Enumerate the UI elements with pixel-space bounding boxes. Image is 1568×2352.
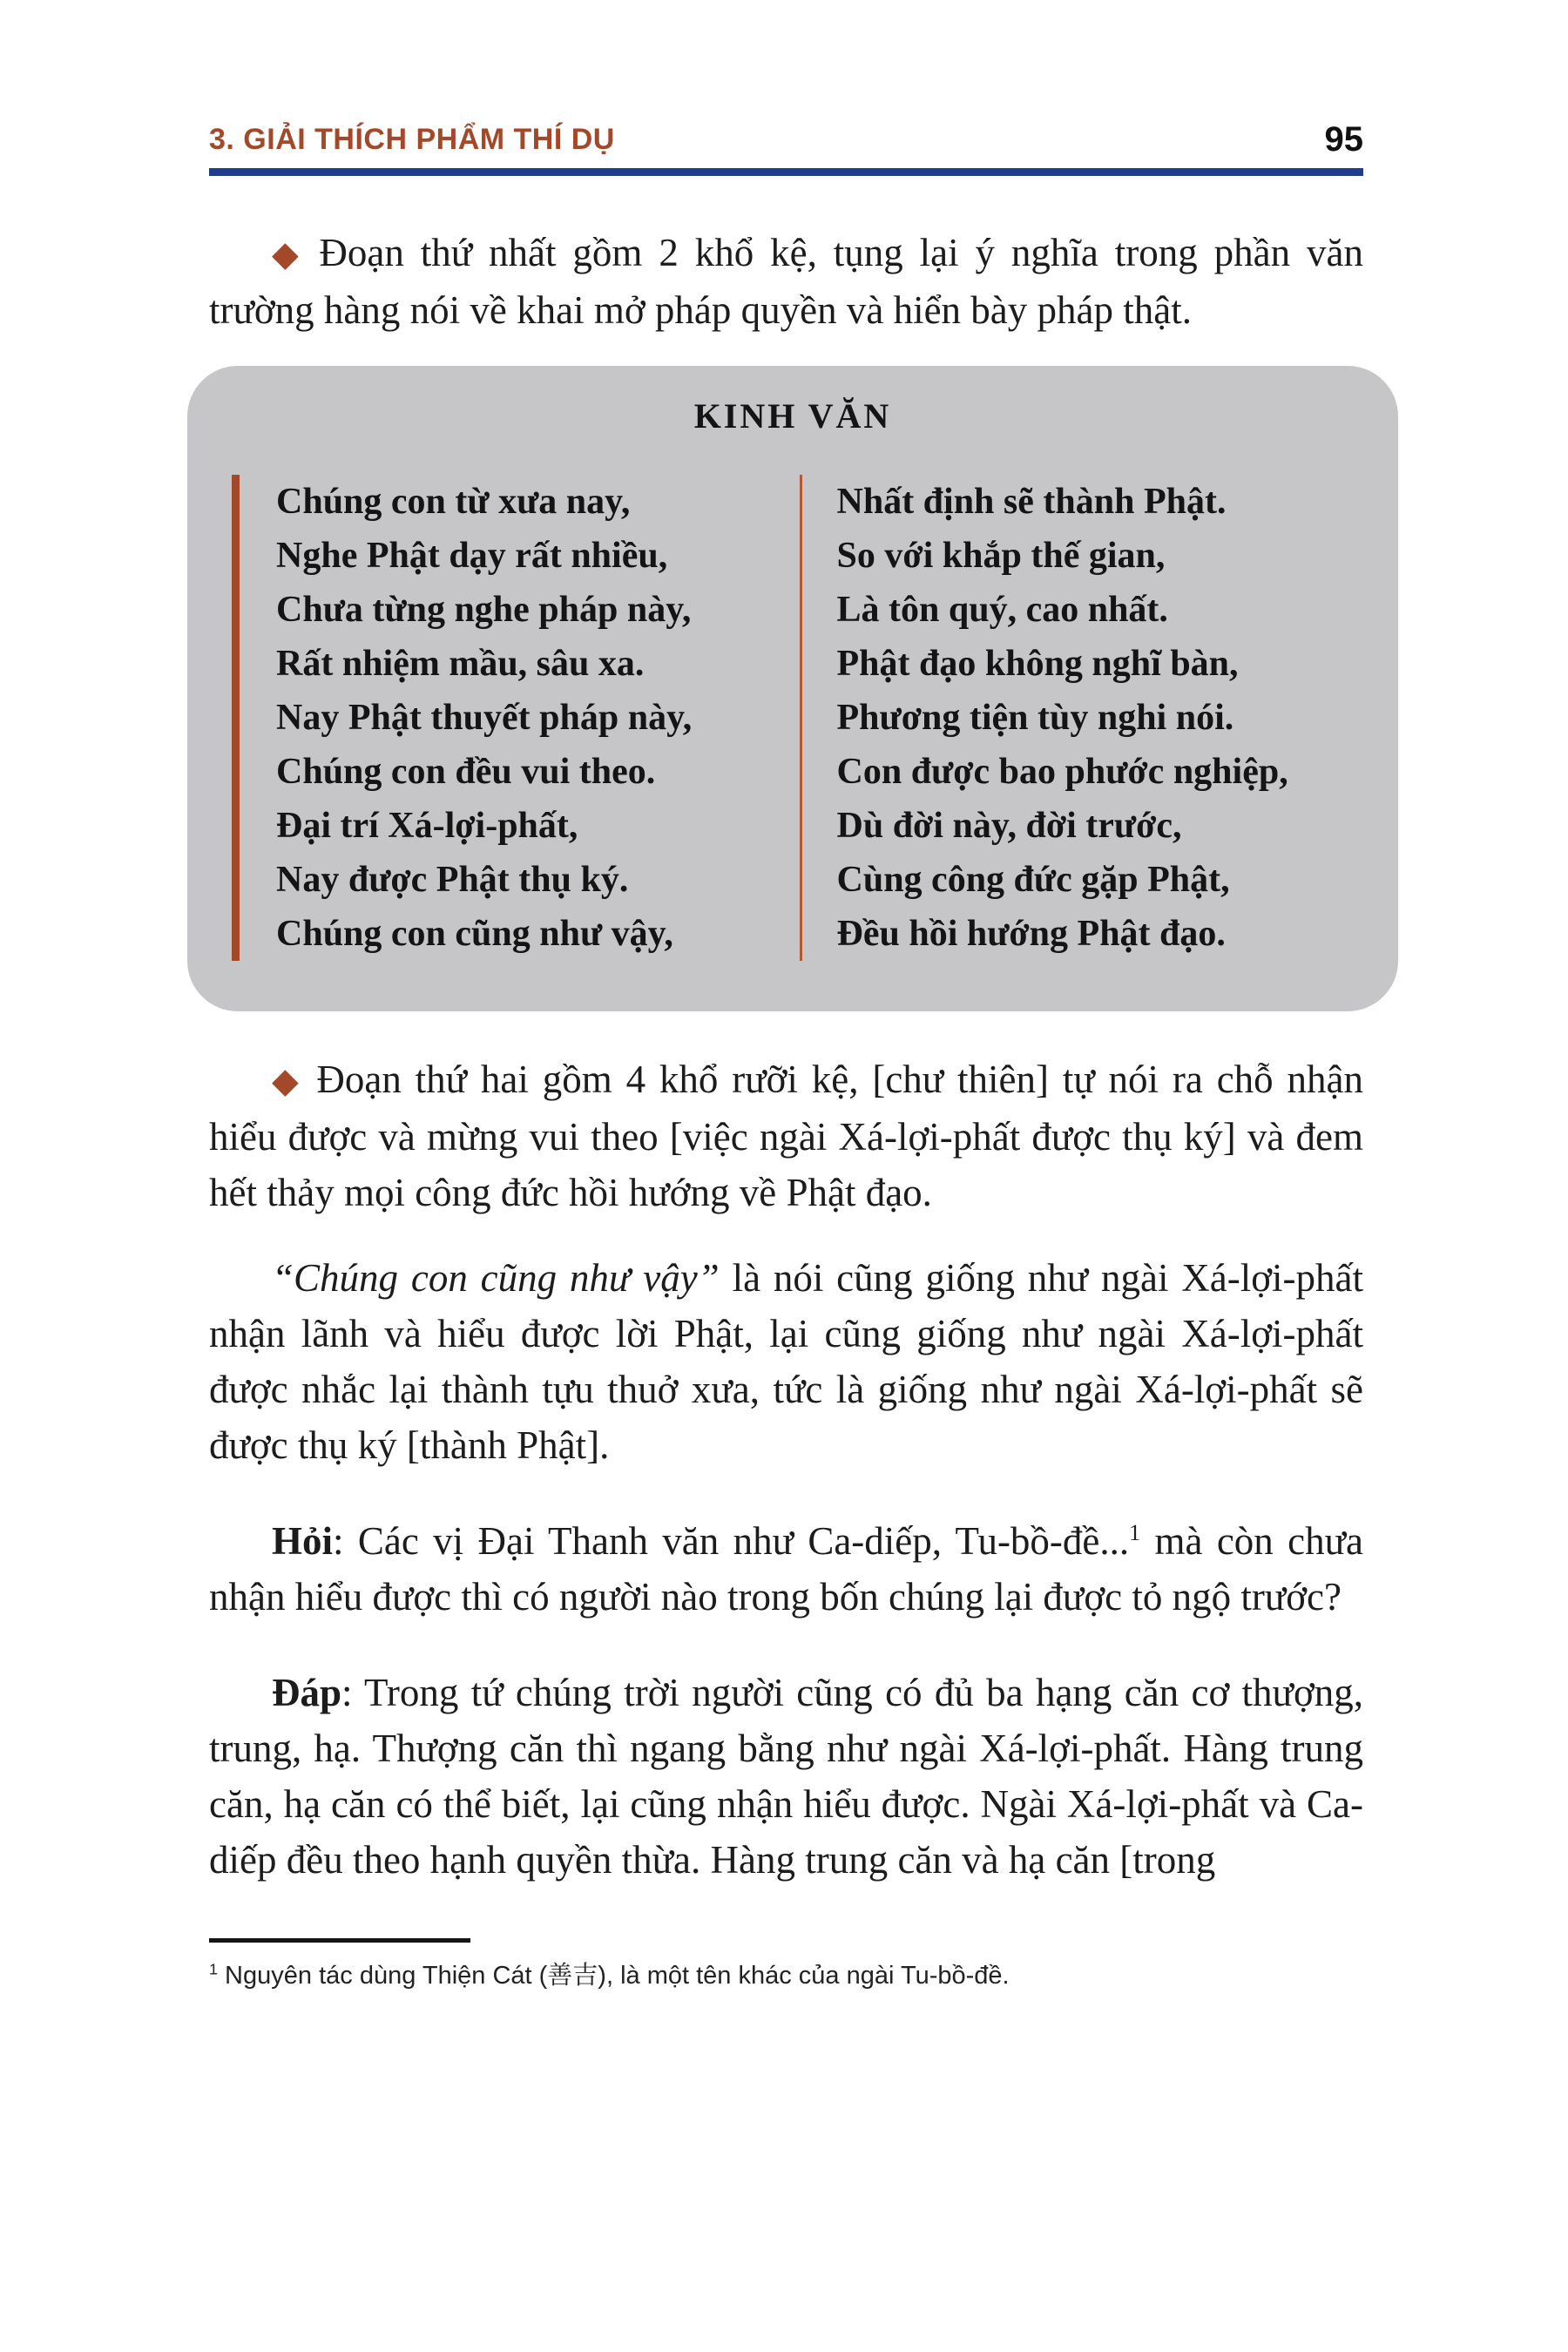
page-number: 95 (1324, 120, 1363, 159)
footnote-body: Nguyên tác dùng Thiện Cát (善吉), là một tên khác của ngài Tu-bồ-đề. (218, 1962, 1010, 1990)
footnote-marker: 1 (209, 1960, 218, 1978)
paragraph-answer (209, 1665, 1363, 1888)
chapter-title: 3. GIẢI THÍCH PHẨM THÍ DỤ (209, 123, 615, 156)
question-text-before-footnote: Các vị Đại Thanh văn như Ca-diếp, Tu-bồ-đề... (357, 1519, 1130, 1563)
question-colon: : (333, 1519, 358, 1563)
verse-columns (187, 475, 1398, 961)
paragraph-2 (209, 1051, 1363, 1220)
footnote-text (209, 1958, 1363, 1993)
verse-line: Nhất định sẽ thành Phật. (836, 482, 1227, 522)
quoted-phrase: “Chúng con cũng như vậy” (272, 1256, 720, 1300)
verse-line: Phương tiện tùy nghi nói. (836, 698, 1234, 738)
answer-text: Trong tứ chúng trời người cũng có đủ ba hạng căn cơ thượng, trung, hạ. Thượng căn thì ngang bằng như ngài Xá-lợi-phất. Hàng trung căn, hạ căn có thể biết, lại cũng nhận hiểu được. Ngài Xá-lợi-phất và Ca-diếp đều theo hạnh quyền thừa. Hàng trung căn và hạ căn [trong (209, 1671, 1363, 1882)
header-rule (209, 168, 1363, 176)
verse-line: Đại trí Xá-lợi-phất, (276, 806, 578, 846)
verse-line: Rất nhiệm mầu, sâu xa. (276, 644, 645, 684)
verse-line: Chưa từng nghe pháp này, (276, 590, 692, 630)
diamond-bullet-icon: ◆ (272, 234, 306, 274)
question-text-after-footnote: mà còn chưa nhận hiểu được thì có người nào trong bốn chúng lại được tỏ ngộ trước? (209, 1519, 1363, 1619)
paragraph-2-text: Đoạn thứ hai gồm 4 khổ rưỡi kệ, [chư thiên] tự nói ra chỗ nhận hiểu được và mừng vui theo [việc ngài Xá-lợi-phất được thụ ký] và đem hết thảy mọi công đức hồi hướng về Phật đạo. (209, 1058, 1363, 1214)
footnote-block (209, 1938, 1363, 1993)
verse-line: Phật đạo không nghĩ bàn, (836, 644, 1239, 684)
verse-column-left (232, 475, 800, 961)
verse-line: Đều hồi hướng Phật đạo. (836, 914, 1226, 954)
verse-line: Nghe Phật dạy rất nhiều, (276, 536, 668, 576)
paragraph-3-text: là nói cũng giống như ngài Xá-lợi-phất nhận lãnh và hiểu được lời Phật, lại cũng giống như ngài Xá-lợi-phất được nhắc lại thành tựu thuở xưa, tức là giống như ngài Xá-lợi-phất sẽ được thụ ký [thành Phật]. (209, 1256, 1363, 1467)
diamond-bullet-icon: ◆ (272, 1061, 303, 1100)
verse-line: So với khắp thế gian, (836, 536, 1166, 576)
verse-line: Chúng con cũng như vậy, (276, 914, 673, 954)
footnote-separator (209, 1938, 470, 1943)
verse-line: Cùng công đức gặp Phật, (836, 860, 1230, 900)
verse-line: Chúng con từ xưa nay, (276, 482, 631, 522)
verse-line: Con được bao phước nghiệp, (836, 752, 1288, 792)
paragraph-3 (209, 1250, 1363, 1473)
paragraph-1 (209, 225, 1363, 338)
paragraph-1-text: Đoạn thứ nhất gồm 2 khổ kệ, tụng lại ý nghĩa trong phần văn trường hàng nói về khai mở pháp quyền và hiển bày pháp thật. (209, 231, 1363, 332)
kinh-van-box (187, 366, 1398, 1011)
verse-column-right (802, 475, 1361, 961)
running-header (209, 0, 1363, 157)
paragraph-question (209, 1513, 1363, 1625)
kinh-van-title: KINH VĂN (693, 396, 892, 436)
answer-label: Đáp (272, 1671, 342, 1714)
verse-line: Dù đời này, đời trước, (836, 806, 1182, 846)
verse-line: Là tôn quý, cao nhất. (836, 590, 1168, 630)
verse-line: Nay được Phật thụ ký. (276, 860, 629, 900)
answer-colon: : (341, 1671, 365, 1714)
question-label: Hỏi (272, 1519, 334, 1563)
verse-line: Chúng con đều vui theo. (276, 752, 656, 792)
verse-line: Nay Phật thuyết pháp này, (276, 698, 693, 738)
footnote-reference: 1 (1129, 1520, 1141, 1545)
